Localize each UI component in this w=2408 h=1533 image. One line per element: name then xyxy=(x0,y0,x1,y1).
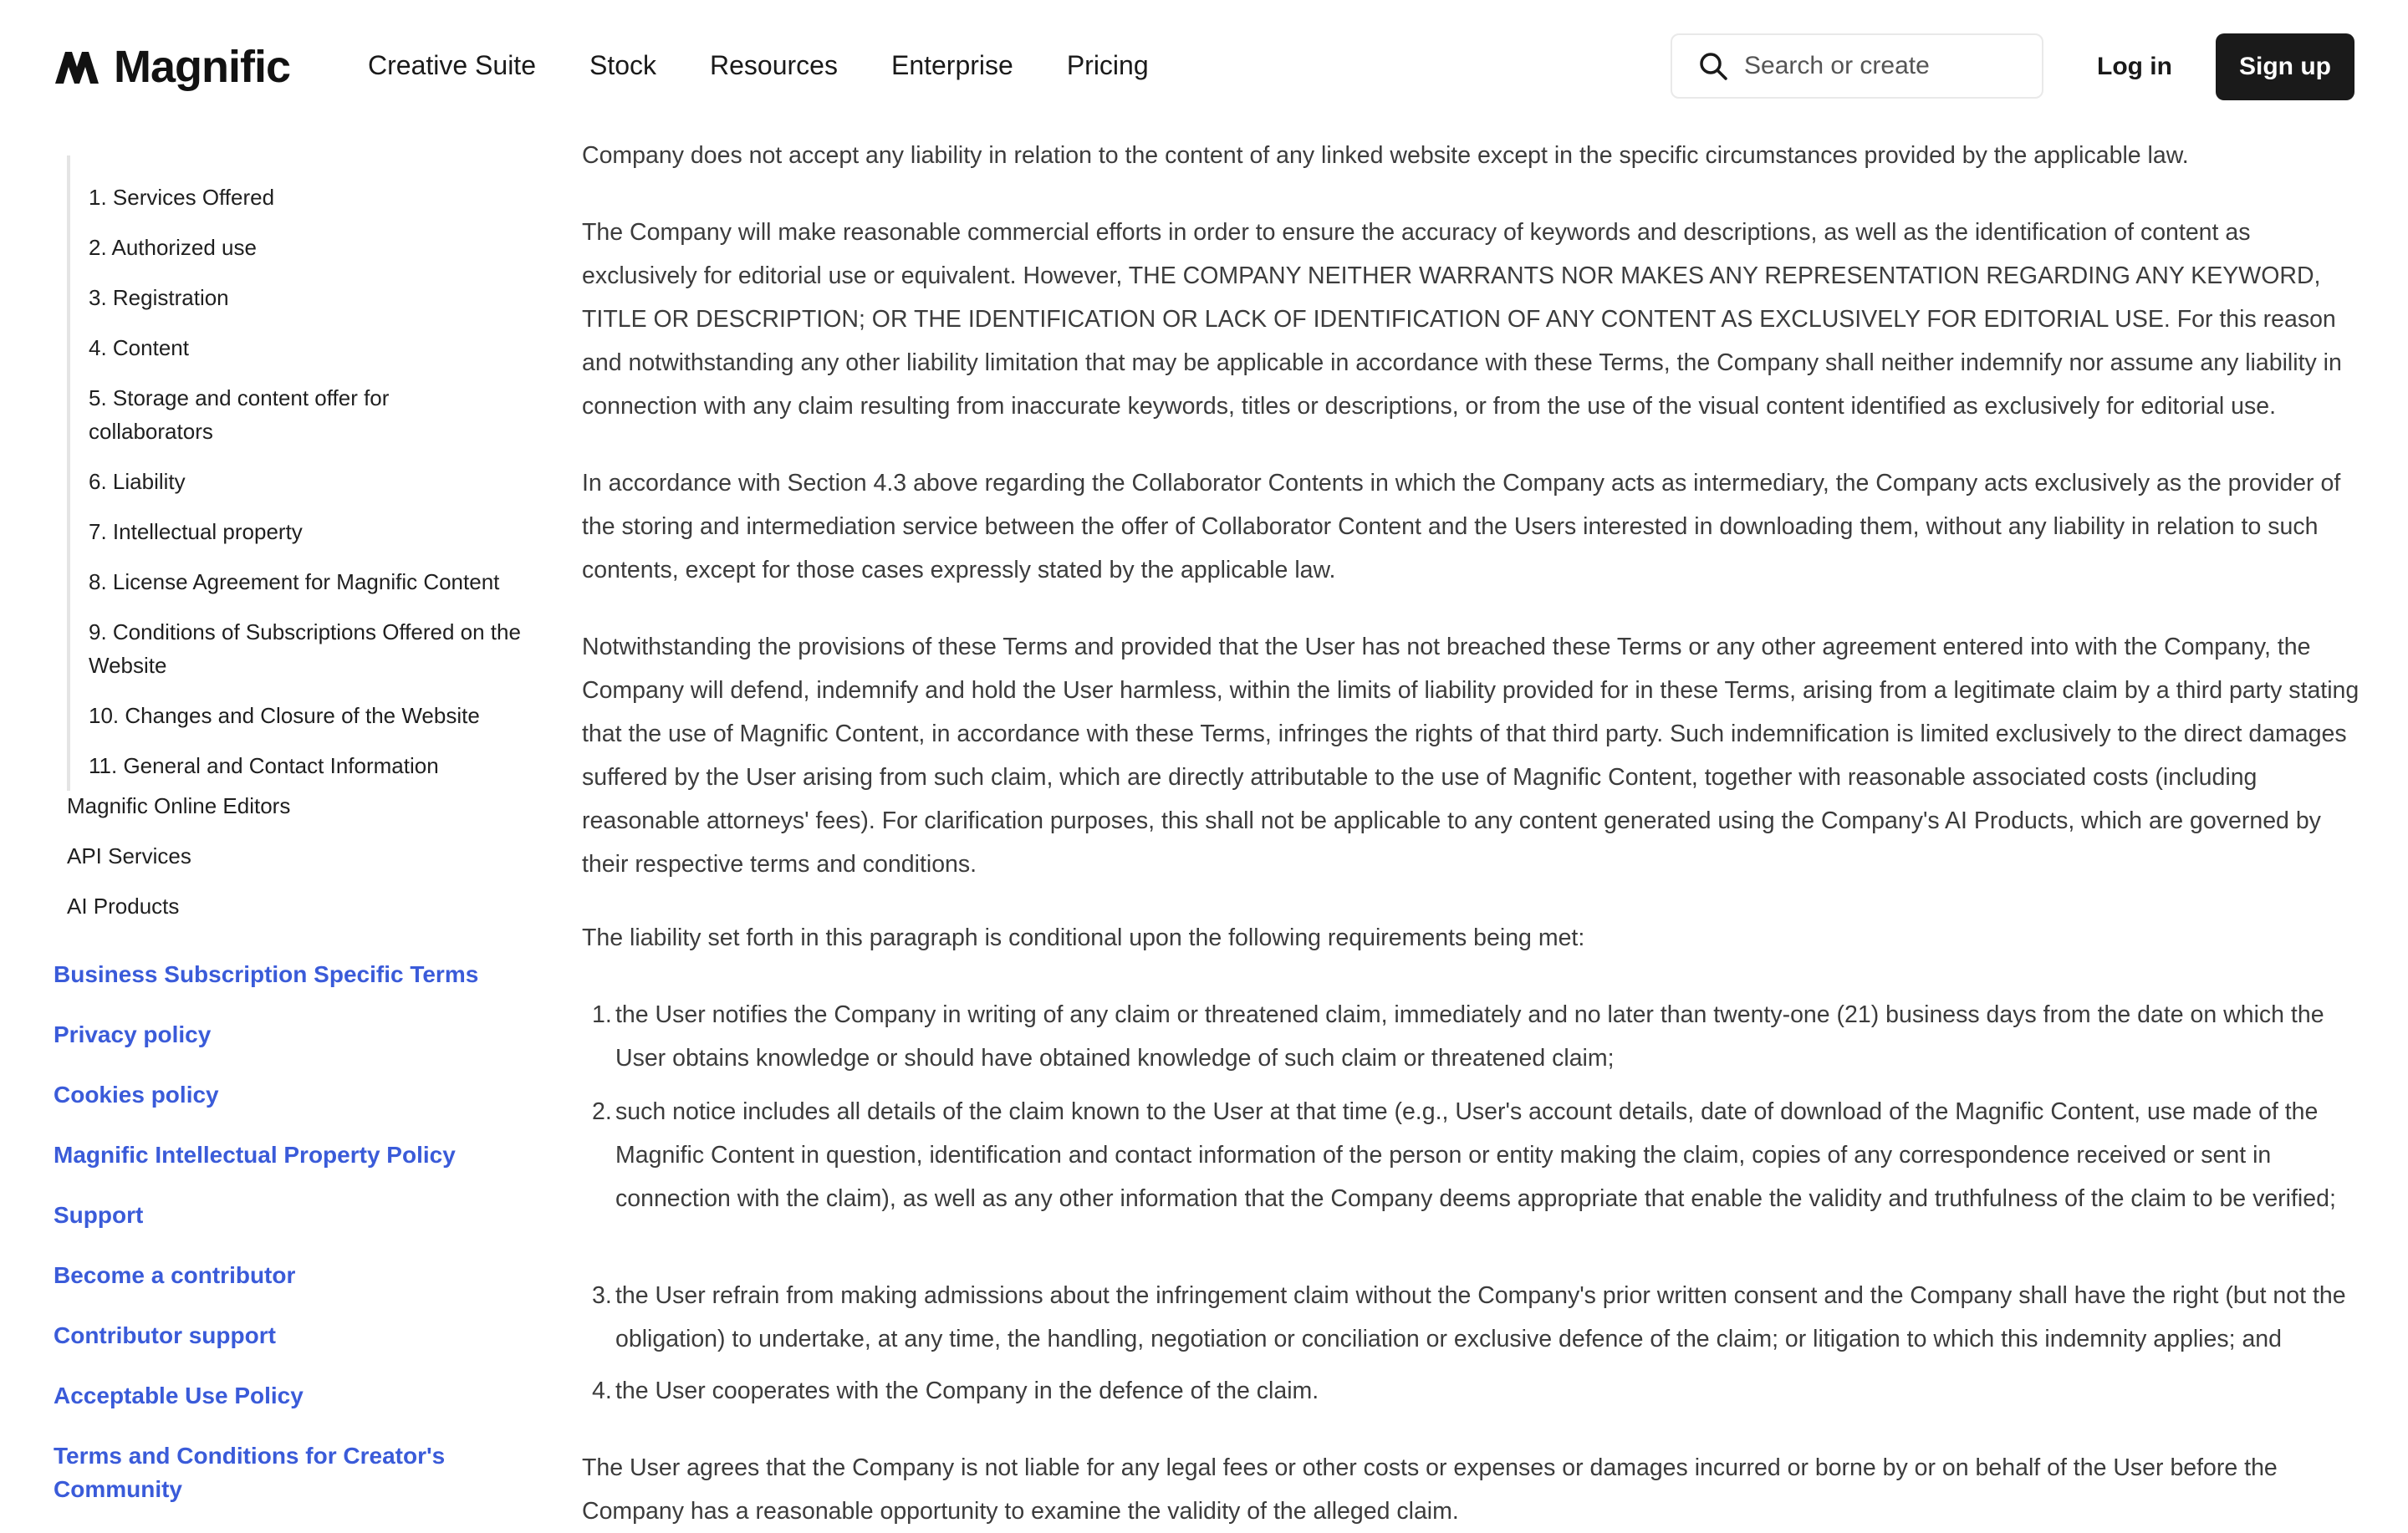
search-icon xyxy=(1697,50,1729,82)
login-link[interactable]: Log in xyxy=(2097,53,2172,80)
link-privacy-policy[interactable]: Privacy policy xyxy=(54,1021,212,1047)
paragraph-linked-website: Company does not accept any liability in relation to the content of any linked website except in the specific circumstances provided by the applicable law. xyxy=(582,142,2189,169)
terms-toc xyxy=(67,155,538,791)
paragraph-keywords: The Company will make reasonable commercial efforts in order to ensure the accuracy of keywords and descriptions, as well as the identification of content as exclusively for editorial use or equivalent. However, THE COMPANY NEITHER WARRANTS NOR MAKES ANY REPRESENTATION REGARDING ANY KEYWORD, TITLE OR DESCRIPTION; OR THE IDENTIFICATION OR LACK OF IDENTIFICATION OF ANY CONTENT AS EXCLUSIVELY FOR EDITORIAL USE. For this reason and notwithstanding any other liability limitation that may be applicable in accordance with these Terms, the Company shall neither indemnify nor assume any liability in connection with any claim resulting from inaccurate keywords, titles or descriptions, or from the use of the visual content identified as exclusively for editorial use. xyxy=(582,219,2342,420)
toc-item-registration[interactable]: 3. Registration xyxy=(89,285,229,310)
toc-item-intellectual-property[interactable]: 7. Intellectual property xyxy=(89,519,303,544)
toc-item-subscriptions[interactable]: 9. Conditions of Subscriptions Offered on the Website xyxy=(89,619,521,678)
toc-item-services-offered[interactable]: 1. Services Offered xyxy=(89,185,275,210)
list-number: 2. xyxy=(592,1098,612,1125)
sidebar-item-online-editors[interactable]: Magnific Online Editors xyxy=(67,793,291,818)
paragraph-legal-fees: The User agrees that the Company is not liable for any legal fees or other costs or expenses or damages incurred or borne by or on behalf of the User before the Company has a reasonable opportunity to examine the validity of the alleged claim. xyxy=(582,1454,2278,1525)
list-item: such notice includes all details of the claim known to the User at that time (e.g., User's account details, date of download of the Magnific Content, use made of the Magnific Content in question, identification and contact information of the person or entity making the claim, copies of any correspondence received or sent in connection with the claim), as well as any other information that the Company deems appropriate that enable the validity and truthfulness of the claim to be verified; xyxy=(615,1098,2336,1212)
nav-creative-suite[interactable]: Creative Suite xyxy=(368,50,536,80)
link-contributor-support[interactable]: Contributor support xyxy=(54,1322,276,1348)
toc-item-license-agreement[interactable]: 8. License Agreement for Magnific Content xyxy=(89,569,500,594)
search-box[interactable] xyxy=(1671,33,2043,99)
nav-stock[interactable]: Stock xyxy=(589,50,657,80)
signup-button[interactable]: Sign up xyxy=(2216,33,2354,100)
link-support[interactable]: Support xyxy=(54,1202,144,1228)
paragraph-collaborator-contents: In accordance with Section 4.3 above regarding the Collaborator Contents in which the Company acts as intermediary, the Company acts exclusively as the provider of the storing and intermediation service between the offer of Collaborator Content and the Users interested in downloading them, without any liability in relation to such contents, except for those cases expressly stated by the applicable law. xyxy=(582,470,2341,583)
toc-item-general-contact[interactable]: 11. General and Contact Information xyxy=(89,753,439,778)
paragraph-indemnification: Notwithstanding the provisions of these Terms and provided that the User has not breached these Terms or any other agreement entered into with the Company, the Company will defend, indemnify and hold the User harmless, within the limits of liability provided for in these Terms, arising from a legitimate claim by a third party stating that the use of Magnific Content, in accordance with these Terms, infringes the rights of that third party. Such indemnification is limited exclusively to the direct damages suffered by the User arising from such claim, which are directly attributable to the use of Magnific Content, together with reasonable associated costs (including reasonable attorneys' fees). For clarification purposes, this shall not be applicable to any content generated using the Company's AI Products, which are governed by their respective terms and conditions. xyxy=(582,634,2360,878)
sidebar-item-api-services[interactable]: API Services xyxy=(67,843,191,868)
toc-item-authorized-use[interactable]: 2. Authorized use xyxy=(89,235,257,260)
brand-logo[interactable] xyxy=(54,43,290,90)
toc-item-liability[interactable]: 6. Liability xyxy=(89,469,186,494)
nav-resources[interactable]: Resources xyxy=(710,50,838,80)
link-cookies-policy[interactable]: Cookies policy xyxy=(54,1082,219,1108)
link-become-contributor[interactable]: Become a contributor xyxy=(54,1262,296,1288)
brand-name: Magnific xyxy=(114,42,291,92)
list-item: the User refrain from making admissions about the infringement claim without the Company's prior written consent and the Company shall have the right (but not the obligation) to undertake, at any time, the handling, negotiation or conciliation or exclusive defence of the claim; or litigation to which this indemnity applies; and xyxy=(615,1282,2346,1352)
main-nav xyxy=(368,47,1202,84)
list-number: 3. xyxy=(592,1282,612,1309)
link-creators-community-terms[interactable]: Terms and Conditions for Creator's Community xyxy=(54,1443,446,1502)
nav-enterprise[interactable]: Enterprise xyxy=(890,50,1013,80)
link-ip-policy[interactable]: Magnific Intellectual Property Policy xyxy=(54,1142,456,1168)
nav-pricing[interactable]: Pricing xyxy=(1066,50,1149,80)
sidebar-item-ai-products[interactable]: AI Products xyxy=(67,894,180,919)
link-business-subscription[interactable]: Business Subscription Specific Terms xyxy=(54,961,479,987)
paragraph-conditions-intro: The liability set forth in this paragraph is conditional upon the following requirements being met: xyxy=(582,924,1585,951)
toc-item-storage[interactable]: 5. Storage and content offer for collaborators xyxy=(89,385,390,444)
toc-item-changes-closure[interactable]: 10. Changes and Closure of the Website xyxy=(89,703,480,728)
list-number: 1. xyxy=(592,1001,612,1028)
search-input[interactable] xyxy=(1742,51,2030,81)
site-header xyxy=(0,0,2408,134)
list-number: 4. xyxy=(592,1378,612,1404)
link-acceptable-use[interactable]: Acceptable Use Policy xyxy=(54,1383,304,1408)
magnific-logo-icon xyxy=(54,48,100,85)
list-item: the User cooperates with the Company in the defence of the claim. xyxy=(615,1378,1319,1404)
toc-item-content[interactable]: 4. Content xyxy=(89,335,189,360)
list-item: the User notifies the Company in writing of any claim or threatened claim, immediately and no later than twenty-one (21) business days from the date on which the User obtains knowledge or should have obtained knowledge of such claim or threatened claim; xyxy=(615,1001,2324,1072)
